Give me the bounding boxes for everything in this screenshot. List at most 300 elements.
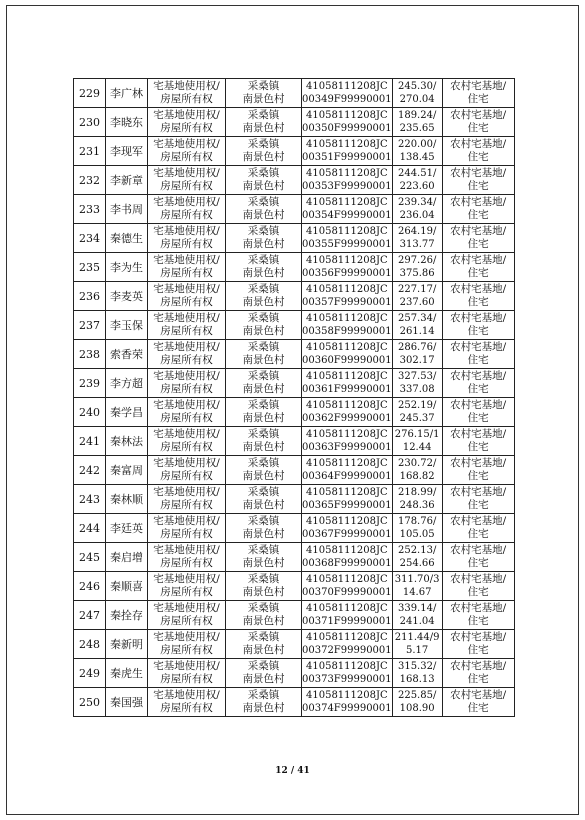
use-line-1: 农村宅基地/ [450,486,507,498]
location-line-1: 采桑镇 [247,689,280,701]
location-cell [226,630,302,659]
location-line-1: 采桑镇 [247,80,280,92]
location-cell [226,659,302,688]
code-cell [302,166,393,195]
use-line-2: 住宅 [467,644,489,656]
area-line-1: 244.51/ [397,168,437,179]
row-number: 229 [74,79,106,108]
owner-name: 秦林顺 [106,485,148,514]
row-number: 249 [74,659,106,688]
code-line-1: 41058111208JC [306,81,388,92]
right-line-2: 房屋所有权 [160,122,213,134]
code-line-2: 00373F99990001 [302,674,392,685]
code-line-1: 41058111208JC [306,371,388,382]
location-cell [226,195,302,224]
location-cell [226,166,302,195]
right-line-1: 宅基地使用权/ [153,167,220,179]
location-line-1: 采桑镇 [247,486,280,498]
area-line-2: 254.66 [399,558,435,569]
code-cell [302,282,393,311]
area-line-1: 339.14/ [397,603,437,614]
location-line-2: 南景色村 [242,180,285,192]
code-line-1: 41058111208JC [306,313,388,324]
location-line-2: 南景色村 [242,238,285,250]
code-line-1: 41058111208JC [306,690,388,701]
right-line-1: 宅基地使用权/ [153,573,220,585]
owner-name: 李麦英 [106,282,148,311]
use-line-1: 农村宅基地/ [450,544,507,556]
location-cell [226,311,302,340]
area-cell [392,485,442,514]
right-line-1: 宅基地使用权/ [153,341,220,353]
table-row [74,369,515,398]
code-line-2: 00349F99990001 [302,94,392,105]
code-line-2: 00354F99990001 [302,210,392,221]
code-cell [302,108,393,137]
code-cell [302,195,393,224]
location-line-2: 南景色村 [242,586,285,598]
right-line-1: 宅基地使用权/ [153,689,220,701]
right-line-1: 宅基地使用权/ [153,428,220,440]
code-line-1: 41058111208JC [306,545,388,556]
location-line-1: 采桑镇 [247,457,280,469]
right-cell [148,195,226,224]
use-line-1: 农村宅基地/ [450,370,507,382]
right-line-1: 宅基地使用权/ [153,283,220,295]
location-cell [226,253,302,282]
right-line-1: 宅基地使用权/ [153,515,220,527]
right-line-2: 房屋所有权 [160,267,213,279]
right-line-2: 房屋所有权 [160,354,213,366]
owner-name: 秦启增 [106,543,148,572]
row-number: 233 [74,195,106,224]
use-cell [442,543,514,572]
right-cell [148,166,226,195]
owner-name: 李晓东 [106,108,148,137]
code-line-2: 00372F99990001 [302,645,392,656]
location-line-2: 南景色村 [242,557,285,569]
area-line-1: 297.26/ [397,255,437,266]
right-line-2: 房屋所有权 [160,383,213,395]
row-number: 238 [74,340,106,369]
table-row [74,166,515,195]
code-line-2: 00356F99990001 [302,268,392,279]
code-line-2: 00360F99990001 [302,355,392,366]
right-cell [148,282,226,311]
location-line-1: 采桑镇 [247,225,280,237]
code-line-2: 00374F99990001 [302,703,392,714]
use-cell [442,224,514,253]
row-number: 247 [74,601,106,630]
area-line-1: 220.00/ [397,139,437,150]
area-line-2: 337.08 [399,384,435,395]
use-cell [442,427,514,456]
area-line-2: 108.90 [399,703,435,714]
location-line-1: 采桑镇 [247,370,280,382]
row-number: 242 [74,456,106,485]
location-line-2: 南景色村 [242,354,285,366]
code-cell [302,311,393,340]
right-cell [148,137,226,166]
right-line-2: 房屋所有权 [160,151,213,163]
area-line-2: 223.60 [399,181,435,192]
right-line-2: 房屋所有权 [160,441,213,453]
code-cell [302,137,393,166]
row-number: 250 [74,688,106,717]
area-cell [392,224,442,253]
location-line-1: 采桑镇 [247,515,280,527]
right-line-1: 宅基地使用权/ [153,254,220,266]
use-line-2: 住宅 [467,180,489,192]
code-line-1: 41058111208JC [306,342,388,353]
location-line-2: 南景色村 [242,441,285,453]
table-row [74,514,515,543]
use-cell [442,311,514,340]
location-line-2: 南景色村 [242,615,285,627]
use-line-1: 农村宅基地/ [450,138,507,150]
table-row [74,630,515,659]
right-line-2: 房屋所有权 [160,325,213,337]
location-line-1: 采桑镇 [247,573,280,585]
area-cell [392,572,442,601]
use-cell [442,253,514,282]
use-line-1: 农村宅基地/ [450,573,507,585]
code-line-1: 41058111208JC [306,429,388,440]
right-cell [148,79,226,108]
use-cell [442,572,514,601]
use-cell [442,137,514,166]
code-cell [302,456,393,485]
location-line-2: 南景色村 [242,267,285,279]
use-line-1: 农村宅基地/ [450,109,507,121]
code-line-2: 00363F99990001 [302,442,392,453]
code-line-1: 41058111208JC [306,139,388,150]
location-line-2: 南景色村 [242,122,285,134]
page-number: 12 / 41 [275,766,310,776]
use-cell [442,282,514,311]
right-line-2: 房屋所有权 [160,412,213,424]
area-cell [392,688,442,717]
location-cell [226,108,302,137]
use-line-1: 农村宅基地/ [450,254,507,266]
use-line-1: 农村宅基地/ [450,312,507,324]
use-line-1: 农村宅基地/ [450,196,507,208]
location-cell [226,688,302,717]
use-line-2: 住宅 [467,615,489,627]
location-line-2: 南景色村 [242,673,285,685]
right-cell [148,572,226,601]
code-line-1: 41058111208JC [306,516,388,527]
code-line-1: 41058111208JC [306,632,388,643]
right-line-2: 房屋所有权 [160,499,213,511]
code-line-2: 00350F99990001 [302,123,392,134]
code-cell [302,224,393,253]
row-number: 241 [74,427,106,456]
use-line-2: 住宅 [467,383,489,395]
location-line-2: 南景色村 [242,499,285,511]
table-row [74,427,515,456]
code-line-2: 00358F99990001 [302,326,392,337]
table-row [74,195,515,224]
location-line-2: 南景色村 [242,383,285,395]
use-cell [442,340,514,369]
code-line-1: 41058111208JC [306,400,388,411]
use-cell [442,369,514,398]
use-line-1: 农村宅基地/ [450,428,507,440]
right-line-2: 房屋所有权 [160,528,213,540]
code-cell [302,79,393,108]
area-line-2: 302.17 [399,355,435,366]
use-line-1: 农村宅基地/ [450,457,507,469]
owner-name: 秦拴存 [106,601,148,630]
location-line-1: 采桑镇 [247,341,280,353]
row-number: 245 [74,543,106,572]
location-line-2: 南景色村 [242,209,285,221]
area-cell [392,282,442,311]
area-line-1: 239.34/ [397,197,437,208]
right-cell [148,427,226,456]
right-line-1: 宅基地使用权/ [153,602,220,614]
owner-name: 秦新明 [106,630,148,659]
use-line-1: 农村宅基地/ [450,225,507,237]
use-line-2: 住宅 [467,296,489,308]
owner-name: 秦虎生 [106,659,148,688]
right-cell [148,514,226,543]
use-line-2: 住宅 [467,151,489,163]
right-line-1: 宅基地使用权/ [153,399,220,411]
area-line-1: 264.19/ [397,226,437,237]
right-line-1: 宅基地使用权/ [153,138,220,150]
owner-name: 李为生 [106,253,148,282]
location-line-2: 南景色村 [242,151,285,163]
area-line-1: 245.30/ [397,81,437,92]
table-row [74,253,515,282]
use-cell [442,398,514,427]
right-line-2: 房屋所有权 [160,644,213,656]
owner-name: 秦德生 [106,224,148,253]
code-line-2: 00368F99990001 [302,558,392,569]
location-cell [226,282,302,311]
right-line-2: 房屋所有权 [160,470,213,482]
use-line-1: 农村宅基地/ [450,660,507,672]
table-row [74,137,515,166]
location-line-2: 南景色村 [242,93,285,105]
use-cell [442,108,514,137]
location-line-1: 采桑镇 [247,283,280,295]
location-cell [226,340,302,369]
code-cell [302,543,393,572]
use-line-2: 住宅 [467,441,489,453]
code-line-1: 41058111208JC [306,168,388,179]
location-line-1: 采桑镇 [247,254,280,266]
use-line-2: 住宅 [467,673,489,685]
area-line-1: 311.70/3 [394,574,440,585]
owner-name: 李玉保 [106,311,148,340]
location-line-1: 采桑镇 [247,399,280,411]
location-cell [226,572,302,601]
area-cell [392,79,442,108]
right-cell [148,369,226,398]
location-cell [226,485,302,514]
location-line-1: 采桑镇 [247,660,280,672]
right-line-1: 宅基地使用权/ [153,196,220,208]
area-line-2: 168.82 [399,471,435,482]
use-cell [442,630,514,659]
area-line-2: 313.77 [399,239,435,250]
use-line-2: 住宅 [467,557,489,569]
code-line-2: 00357F99990001 [302,297,392,308]
use-cell [442,166,514,195]
code-line-1: 41058111208JC [306,226,388,237]
code-line-1: 41058111208JC [306,603,388,614]
area-cell [392,311,442,340]
code-cell [302,398,393,427]
table-row [74,108,515,137]
area-cell [392,340,442,369]
row-number: 237 [74,311,106,340]
right-cell [148,659,226,688]
code-line-2: 00371F99990001 [302,616,392,627]
area-line-1: 252.19/ [397,400,437,411]
code-cell [302,427,393,456]
use-line-2: 住宅 [467,470,489,482]
owner-name: 李方超 [106,369,148,398]
table-row [74,282,515,311]
use-line-1: 农村宅基地/ [450,689,507,701]
use-line-2: 住宅 [467,238,489,250]
location-line-2: 南景色村 [242,528,285,540]
use-line-2: 住宅 [467,122,489,134]
area-line-1: 211.44/9 [394,632,440,643]
right-cell [148,108,226,137]
use-line-2: 住宅 [467,499,489,511]
code-cell [302,659,393,688]
location-line-2: 南景色村 [242,702,285,714]
code-line-2: 00367F99990001 [302,529,392,540]
table-row [74,398,515,427]
code-cell [302,601,393,630]
area-line-1: 225.85/ [397,690,437,701]
use-cell [442,79,514,108]
right-cell [148,485,226,514]
code-cell [302,253,393,282]
use-line-2: 住宅 [467,412,489,424]
right-cell [148,311,226,340]
code-line-1: 41058111208JC [306,110,388,121]
area-line-2: 245.37 [399,413,435,424]
area-cell [392,456,442,485]
code-line-2: 00355F99990001 [302,239,392,250]
right-line-1: 宅基地使用权/ [153,80,220,92]
right-cell [148,340,226,369]
area-line-1: 252.13/ [397,545,437,556]
right-line-1: 宅基地使用权/ [153,109,220,121]
area-cell [392,369,442,398]
area-line-1: 315.32/ [397,661,437,672]
location-line-1: 采桑镇 [247,196,280,208]
right-line-2: 房屋所有权 [160,586,213,598]
right-line-1: 宅基地使用权/ [153,457,220,469]
right-line-2: 房屋所有权 [160,702,213,714]
area-cell [392,137,442,166]
table-row [74,79,515,108]
use-cell [442,485,514,514]
area-line-2: 14.67 [402,587,432,598]
use-cell [442,456,514,485]
area-cell [392,108,442,137]
location-cell [226,398,302,427]
right-line-2: 房屋所有权 [160,615,213,627]
area-cell [392,543,442,572]
use-line-1: 农村宅基地/ [450,602,507,614]
area-line-2: 105.05 [399,529,435,540]
use-cell [442,195,514,224]
use-line-2: 住宅 [467,209,489,221]
location-line-1: 采桑镇 [247,312,280,324]
use-line-2: 住宅 [467,267,489,279]
right-cell [148,456,226,485]
right-line-2: 房屋所有权 [160,180,213,192]
area-line-1: 230.72/ [397,458,437,469]
table-row [74,311,515,340]
table-row [74,224,515,253]
use-line-1: 农村宅基地/ [450,283,507,295]
row-number: 248 [74,630,106,659]
location-cell [226,369,302,398]
table-row [74,688,515,717]
owner-name: 秦国强 [106,688,148,717]
owner-name: 李现军 [106,137,148,166]
owner-name: 李廷英 [106,514,148,543]
code-line-2: 00370F99990001 [302,587,392,598]
code-line-1: 41058111208JC [306,487,388,498]
area-line-2: 248.36 [399,500,435,511]
owner-name: 秦学昌 [106,398,148,427]
right-line-1: 宅基地使用权/ [153,370,220,382]
right-line-2: 房屋所有权 [160,296,213,308]
right-line-1: 宅基地使用权/ [153,225,220,237]
right-cell [148,688,226,717]
use-line-2: 住宅 [467,325,489,337]
right-cell [148,253,226,282]
right-cell [148,398,226,427]
location-line-1: 采桑镇 [247,544,280,556]
registration-table [73,78,515,717]
right-cell [148,630,226,659]
table-row [74,572,515,601]
area-cell [392,601,442,630]
owner-name: 秦顺喜 [106,572,148,601]
owner-name: 李新章 [106,166,148,195]
code-line-1: 41058111208JC [306,574,388,585]
row-number: 236 [74,282,106,311]
row-number: 232 [74,166,106,195]
table-row [74,485,515,514]
table-row [74,340,515,369]
right-line-1: 宅基地使用权/ [153,312,220,324]
owner-name: 李书周 [106,195,148,224]
table-row [74,659,515,688]
use-line-1: 农村宅基地/ [450,399,507,411]
area-cell [392,166,442,195]
area-line-1: 286.76/ [397,342,437,353]
code-cell [302,630,393,659]
location-line-1: 采桑镇 [247,631,280,643]
right-cell [148,543,226,572]
area-line-2: 236.04 [399,210,435,221]
row-number: 231 [74,137,106,166]
row-number: 246 [74,572,106,601]
